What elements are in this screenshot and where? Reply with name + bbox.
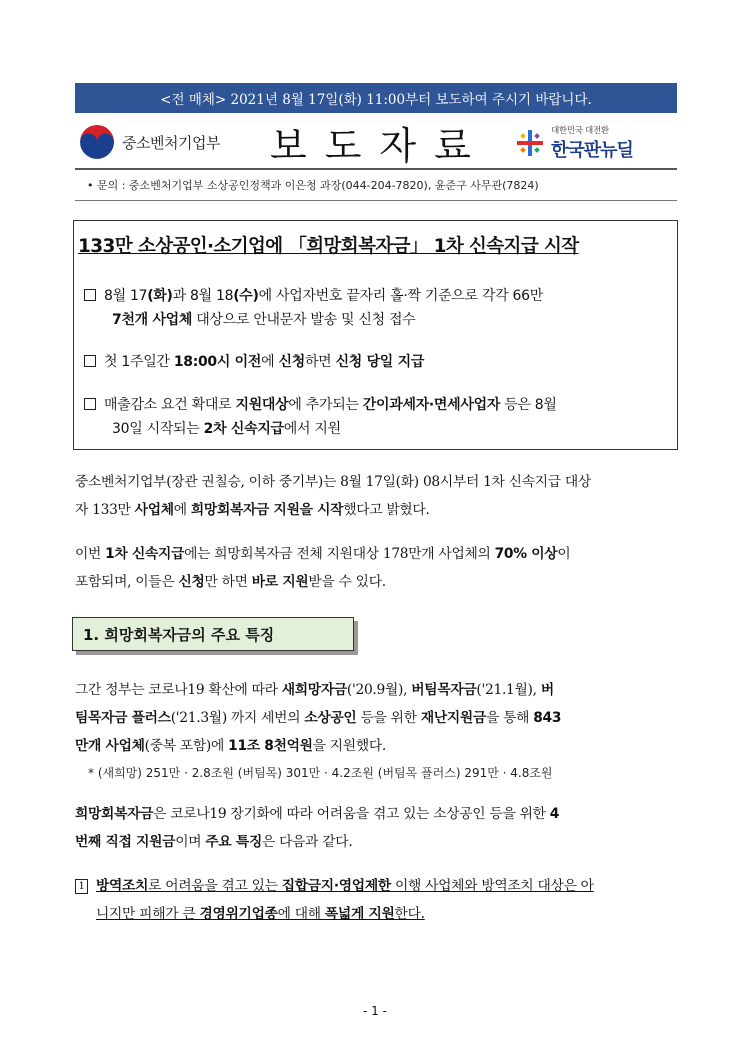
text: 에는 희망회복자금 전체 지원대상 178만개 사업체의 (184, 546, 495, 562)
text: 에서 지원 (283, 421, 341, 437)
text: 1차 신속지급 (105, 546, 185, 562)
ministry-logo (80, 118, 250, 166)
text: 을 지원했다. (312, 738, 386, 754)
text: (수) (233, 288, 259, 304)
headline: 133만 소상공인·소기업에 「희망회복자금」 1차 신속지급 시작 (78, 236, 579, 257)
section-heading: 1. 희망회복자금의 주요 특징 (72, 617, 354, 651)
text: 2차 신속지급 (203, 421, 284, 437)
text: 사업체 (134, 502, 174, 518)
text: 신청 당일 지급 (335, 354, 425, 370)
text: 만개 사업체 (75, 738, 145, 754)
text: 자 133만 (75, 502, 135, 518)
checkbox-icon (84, 355, 96, 367)
text: 중소벤처기업부(장관 권칠승, 이하 중기부)는 8월 17일(화) 08시부터 1차 신속지급 대상 (75, 474, 591, 490)
text: 희망회복자금 지원을 시작 (190, 502, 344, 518)
text: 은 코로나19 장기화에 따라 어려움을 겪고 있는 소상공인 등을 위한 (153, 806, 550, 822)
feature-item-1 (75, 872, 677, 928)
header-divider (75, 168, 677, 170)
text: 에 대해 (277, 906, 325, 922)
text: ('21.3월) 까지 세번의 (170, 710, 305, 726)
text: 18:00시 이전 (173, 354, 262, 370)
text: 신청 (178, 574, 205, 590)
text: 간이과세자·면세사업자 (362, 397, 501, 413)
text: 바로 지원 (251, 574, 309, 590)
checkbox-icon (84, 398, 96, 410)
new-deal-icon (515, 128, 545, 158)
text: 새희망자금 (281, 682, 347, 698)
text: 11조 8천억원 (228, 738, 313, 754)
page-number: - 1 - (363, 1004, 387, 1018)
text: 그간 정부는 코로나19 확산에 따라 (75, 682, 282, 698)
footnote: * (새희망) 251만 · 2.8조원 (버팀목) 301만 · 4.2조원 (버팀목 플러스) 291만 · 4.8조원 (88, 766, 553, 780)
checkbox-icon (84, 289, 96, 301)
text: 을 통해 (485, 710, 534, 726)
summary-bullet-2 (84, 350, 674, 374)
paragraph-2 (75, 540, 677, 596)
text: 에 추가되는 (288, 397, 363, 413)
text: 로 어려움을 겪고 있는 (148, 878, 282, 894)
text: 포함되며, 이들은 (75, 574, 179, 590)
press-release-title: 보도자료 (270, 123, 489, 168)
text: 매출감소 요건 확대로 (104, 397, 236, 413)
text: 하면 (304, 354, 336, 370)
text: 주요 특징 (205, 834, 262, 850)
text: 843 (533, 710, 562, 726)
text: 8월 17 (104, 288, 148, 304)
text: 과 8월 18 (172, 288, 234, 304)
text: 이며 (175, 834, 206, 850)
text: 방역조치 (96, 878, 149, 894)
text: 한다. (394, 906, 425, 922)
text: 희망회복자금 (75, 806, 154, 822)
new-deal-subtitle: 대한민국 대전환 (551, 126, 609, 136)
item-number-box: 1 (75, 879, 88, 894)
text: (중복 포함)에 (144, 738, 229, 754)
summary-bullet-3 (84, 393, 674, 441)
text: (화) (147, 288, 173, 304)
paragraph-1 (75, 468, 677, 524)
ministry-name: 중소벤처기업부 (122, 133, 220, 152)
text: 경영위기업종 (199, 906, 278, 922)
text: 등은 8월 (500, 397, 557, 413)
text: 재난지원금 (420, 710, 486, 726)
text: ('21.1월), (476, 682, 541, 698)
text: 은 다음과 같다. (261, 834, 353, 850)
contact-divider (75, 200, 677, 201)
text: 번째 직접 지원금 (75, 834, 176, 850)
text: 70% 이상 (494, 546, 558, 562)
new-deal-title: 한국판뉴딜 (551, 140, 633, 161)
text: 만 하면 (204, 574, 252, 590)
text: 버팀목자금 (411, 682, 477, 698)
paragraph-4 (75, 800, 677, 856)
text: 대상으로 안내문자 발송 및 신청 접수 (192, 312, 416, 328)
paragraph-3 (75, 676, 677, 760)
text: 30일 시작되는 (112, 421, 204, 437)
text: 팀목자금 플러스 (75, 710, 171, 726)
text: ('20.9월), (346, 682, 412, 698)
text: 4 (549, 806, 560, 822)
text: 첫 1주일간 (104, 354, 174, 370)
new-deal-logo (515, 120, 680, 166)
text: 등을 위한 (356, 710, 421, 726)
taegeuk-icon (80, 125, 114, 159)
text: 이 (557, 546, 571, 562)
text: 7천개 사업체 (112, 312, 193, 328)
text: 니지만 피해가 큰 (96, 906, 200, 922)
text: 집합금지·영업제한 (281, 878, 391, 894)
text: 에 사업자번호 끝자리 홀·짝 기준으로 각각 66만 (258, 288, 543, 304)
text: 소상공인 (304, 710, 357, 726)
contact-info: • 문의 : 중소벤처기업부 소상공인정책과 이은청 과장(044-204-7820), 윤준구 사무관(7824) (87, 179, 539, 192)
text: 지원대상 (235, 397, 289, 413)
text: 버 (540, 682, 554, 698)
text: 이행 사업체와 방역조치 대상은 아 (390, 878, 594, 894)
text: 폭넓게 지원 (324, 906, 395, 922)
text: 이번 (75, 546, 106, 562)
summary-bullet-1 (84, 284, 674, 332)
text: 받을 수 있다. (308, 574, 386, 590)
text: 했다고 밝혔다. (343, 502, 430, 518)
text: 에 (261, 354, 279, 370)
text: 에 (173, 502, 191, 518)
text: 신청 (278, 354, 305, 370)
embargo-banner: <전 매체> 2021년 8월 17일(화) 11:00부터 보도하여 주시기 바랍니다. (75, 83, 677, 113)
